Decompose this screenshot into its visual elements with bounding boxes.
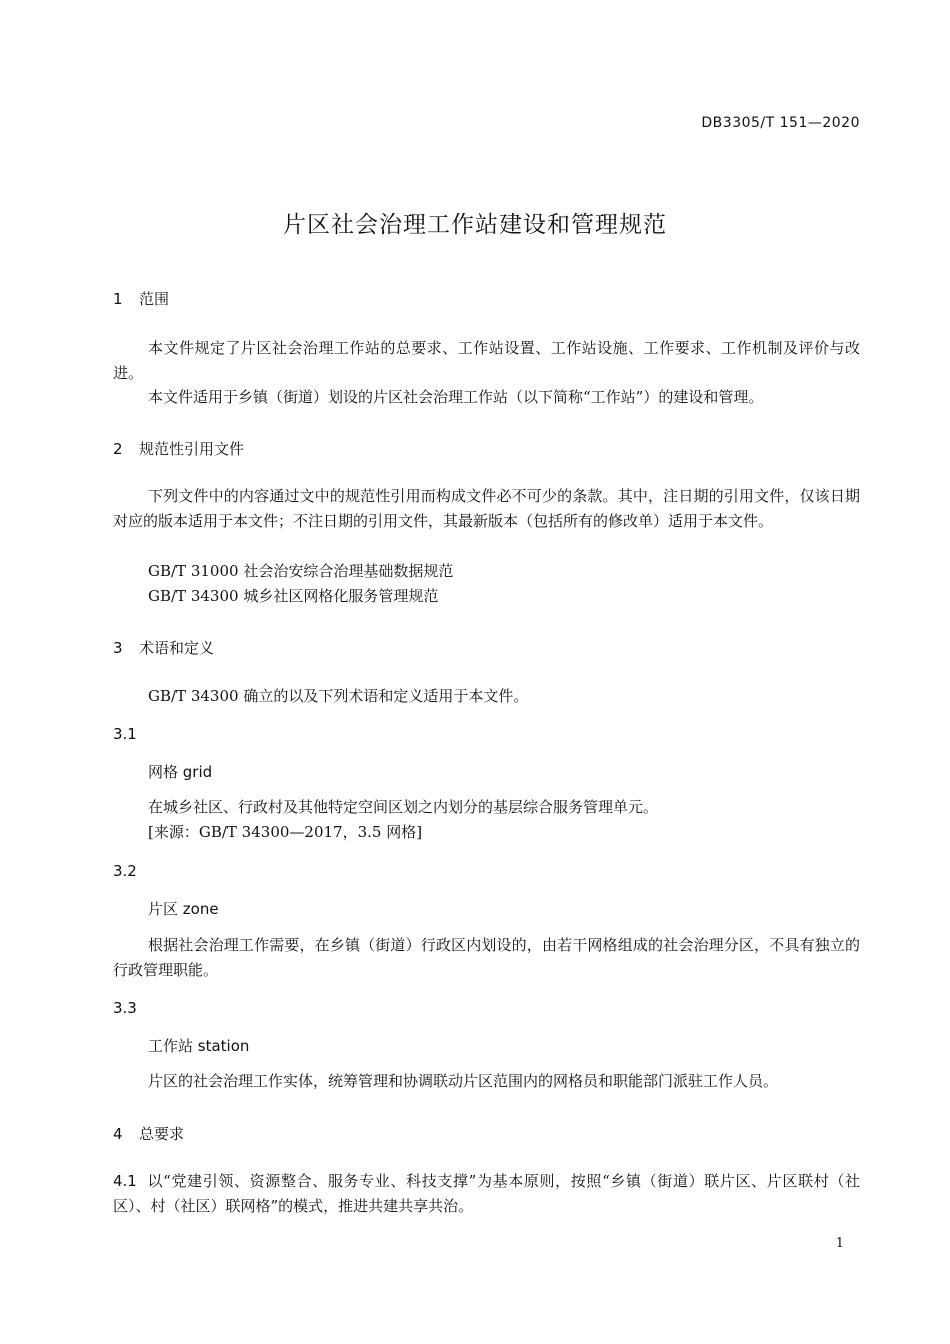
clause-4-1 xyxy=(113,1169,860,1219)
section-2-paragraph-1: 下列文件中的内容通过文中的规范性引用而构成文件必不可少的条款。其中，注日期的引用文件，仅该日期对应的版本适用于本文件；不注日期的引用文件，其最新版本（包括所有的修改单）适用于本文件。 xyxy=(113,487,860,530)
section-1-title: 范围 xyxy=(139,290,170,308)
clause-4-1-number: 4.1 xyxy=(113,1172,137,1190)
normative-reference-1: GB/T 31000 社会治安综合治理基础数据规范 xyxy=(148,562,454,580)
term-3-2-name: 片区 zone xyxy=(148,900,219,918)
section-2-title: 规范性引用文件 xyxy=(139,440,245,458)
section-3-number: 3 xyxy=(113,639,123,657)
term-3-3-name: 工作站 station xyxy=(148,1037,250,1055)
section-2-heading xyxy=(113,438,244,459)
section-4-number: 4 xyxy=(113,1125,123,1143)
section-4-title: 总要求 xyxy=(139,1125,185,1143)
page-number: 1 xyxy=(835,1236,844,1251)
term-3-3-number: 3.3 xyxy=(113,999,137,1017)
term-3-1-number: 3.1 xyxy=(113,725,137,743)
section-4-heading xyxy=(113,1123,184,1144)
term-3-1-source: [来源：GB/T 34300—2017，3.5 网格] xyxy=(148,823,423,841)
section-3-paragraph-1: GB/T 34300 确立的以及下列术语和定义适用于本文件。 xyxy=(148,687,529,705)
document-title: 片区社会治理工作站建设和管理规范 xyxy=(283,212,667,238)
term-3-3-definition: 片区的社会治理工作实体，统筹管理和协调联动片区范围内的网格员和职能部门派驻工作人员。 xyxy=(148,1072,779,1090)
term-3-2-number: 3.2 xyxy=(113,862,137,880)
section-3-title: 术语和定义 xyxy=(139,639,215,657)
term-3-1-definition: 在城乡社区、行政村及其他特定空间区划之内划分的基层综合服务管理单元。 xyxy=(148,798,659,816)
term-3-1-name: 网格 grid xyxy=(148,763,213,781)
section-1-heading xyxy=(113,288,169,309)
section-2-number: 2 xyxy=(113,440,123,458)
section-1-paragraph-2: 本文件适用于乡镇（街道）划设的片区社会治理工作站（以下简称“工作站”）的建设和管理。 xyxy=(148,388,764,406)
clause-4-1-text: 以“党建引领、资源整合、服务专业、科技支撑”为基本原则，按照“乡镇（街道）联片区、片区联村（社区）、村（社区）联网格”的模式，推进共建共享共治。 xyxy=(113,1172,860,1215)
standard-code: DB3305/T 151—2020 xyxy=(701,115,860,131)
section-1-number: 1 xyxy=(113,290,123,308)
section-1-paragraph-1: 本文件规定了片区社会治理工作站的总要求、工作站设置、工作站设施、工作要求、工作机制及评价与改进。 xyxy=(113,339,860,382)
normative-reference-2: GB/T 34300 城乡社区网格化服务管理规范 xyxy=(148,587,439,605)
section-3-heading xyxy=(113,637,214,658)
term-3-2-definition: 根据社会治理工作需要，在乡镇（街道）行政区内划设的，由若干网格组成的社会治理分区，不具有独立的行政管理职能。 xyxy=(113,936,860,979)
